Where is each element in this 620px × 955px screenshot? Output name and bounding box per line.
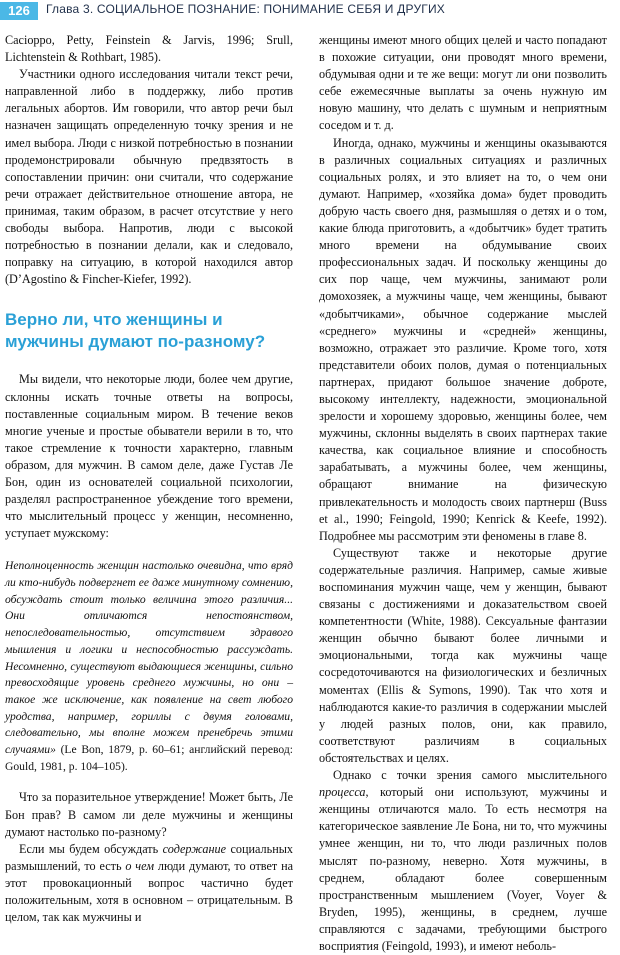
left-column (5, 32, 293, 926)
block-quote (5, 558, 293, 775)
running-title: Глава 3. СОЦИАЛЬНОЕ ПОЗНАНИЕ: ПОНИМАНИЕ СЕБЯ И ДРУГИХ (46, 2, 445, 16)
paragraph: Существуют также и некоторые другие содержательные различия. Например, самые живые воспоминания мужчин чаще, чем у женщин, бывают связаны с достижениями и доказательством своей компетентности (White, 1988). Сексуальные фантазии женщин обычно бывают более личными и эмоциональными, тогда как мужчины чаще сосредоточиваются на физиологических и безличных моментах (Ellis & Symons, 1990). Так что хотя и наблюдаются какие-то различия в содержании мыслей у людей разных полов, они, как правило, соответствуют различиям в социальных обстоятельствах и целях. (319, 545, 607, 765)
paragraph: Участники одного исследования читали текст речи, направленной либо в поддержку, либо против легальных абортов. Им говорили, что автор речи был назначен защищать определенную точку зрения и не имел выбора. Люди с низкой потребностью в познании продемонстрировали обычную предвзятость в сопоставлении причин: они считали, что содержание речи отражает действительное отношение автора, не принимая, таким образом, в расчет отсутствие у него свободы выбора. Напротив, люди с высокой потребностью в познании делали, как и следовало, поправку на ситуацию, в которой находился автор (D’Agostino & Fincher-Kiefer, 1992). (5, 67, 293, 287)
emphasis: содержание (162, 841, 227, 856)
page-number: 126 (0, 2, 38, 20)
paragraph: женщины имеют много общих целей и часто попадают в похожие ситуации, они проводят много времени, обдумывая одни и те же вещи: могут ли они позволить себе ежемесячные выплаты за очень нужную им новую машину, что делать с шумным и неприятным соседом и т. д. (319, 33, 607, 133)
text-run: люди думают, то ответ на этот провокационный вопрос частично будет положительным, хотя в основном – отрицательным. В целом, так как мужчины и (5, 858, 293, 925)
text-run: , который они используют, мужчины и женщины отличаются мало. То есть несмотря на категорическое заявление Ле Бона, ни то, что мужчины умнее женщин, ни то, что люди различных полов мыслят по-разному, неверно. Хотя мужчины, в среднем, обладают более совершенным пространственным мышлением (Voyer, Voyer & Bryden, 1995), женщины, в среднем, лучше справляются с задачами, требующими быстрого восприятия (Feingold, 1993), и имеют неболь- (319, 785, 607, 953)
text-run: Однако с точки зрения самого мыслительного (333, 768, 607, 783)
quote-source: (Le Bon, 1879, p. 60–61; английский перевод: Gould, 1981, p. 104–105). (5, 743, 293, 773)
paragraph: Иногда, однако, мужчины и женщины оказываются в различных социальных ситуациях и различных социальных ролях, и это влияет на то, о чем они думают. Например, «хозяйка дома» будет проводить добрую часть своего дня, размышляя о детях и о том, какие блюда приготовить, а «добытчик» будет тратить много времени на обдумывание своих профессиональных задач. И поскольку женщины до сих пор чаще, чем мужчины, занимают роли домохозяек, а мужчины чаще, чем женщины, бывают «добытчиками», обычное содержание мыслей «среднего» мужчины и «средней» женщины, возможно, отражает это различие. Кроме того, хотя представители обоих полов, думая о потенциальных партнерах, придают большое значение доброте, высокому интеллекту, надежности, эмоциональной зрелости и хорошему здоровью, женщины более, чем мужчины, склонны выделять в своих партнерах такие качества, как социальное влияние и способность зарабатывать, а мужчины более, чем женщины, обращают внимание на физическую привлекательность и молодость своих партнерш (Buss et al., 1990; Feingold, 1990; Kenrick & Keefe, 1992). Подробнее мы рассмотрим эти феномены в главе 8. (319, 135, 607, 543)
emphasis: о чем (125, 858, 155, 873)
text-run: социальных размышлений, то есть (5, 841, 293, 873)
paragraph: Что за поразительное утверждение! Может быть, Ле Бон прав? В самом ли деле мужчины и женщины думают настолько по-разному? (5, 790, 293, 839)
text-run: Если мы будем обсуждать (19, 841, 163, 856)
section-heading: Верно ли, что женщины и мужчины думают по-разному? (5, 310, 266, 352)
paragraph (319, 767, 607, 955)
paragraph: Cacioppo, Petty, Feinstein & Jarvis, 1996; Srull, Lichtenstein & Rothbart, 1985). (5, 33, 293, 65)
paragraph (5, 841, 293, 926)
page-header (0, 0, 620, 22)
paragraph: Мы видели, что некоторые люди, более чем другие, склонны искать точные ответы на вопросы, поставленные социальным миром. В течение веков многие ученые и простые обыватели верили в то, что такое стремление к точности характерно, главным образом, для мужчин. В самом деле, даже Густав Ле Бон, один из основателей социальной психологии, разделял распространенное убеждение того времени, что мыслительный процесс у женщин, несомненно, уступает мужскому: (5, 372, 293, 541)
quote-text: Неполноценность женщин настолько очевидна, что вряд ли кто-нибудь подвергнет ее даже минутному сомнению, обсуждать стоит только величина этого различия... Они отличаются непостоянством, непоследовательностью, отсутствием здравого мышления и логики и неспособностью рассуждать. Несомненно, существуют выдающиеся женщины, сильно превосходящие уровень среднего мужчины, но они – такое же исключение, как появление на свет любого уродства, например, гориллы с двумя головами, следовательно, мы вполне можем пренебречь этими случаями» (5, 559, 293, 757)
right-column (319, 32, 607, 955)
emphasis: процесса (319, 785, 366, 800)
